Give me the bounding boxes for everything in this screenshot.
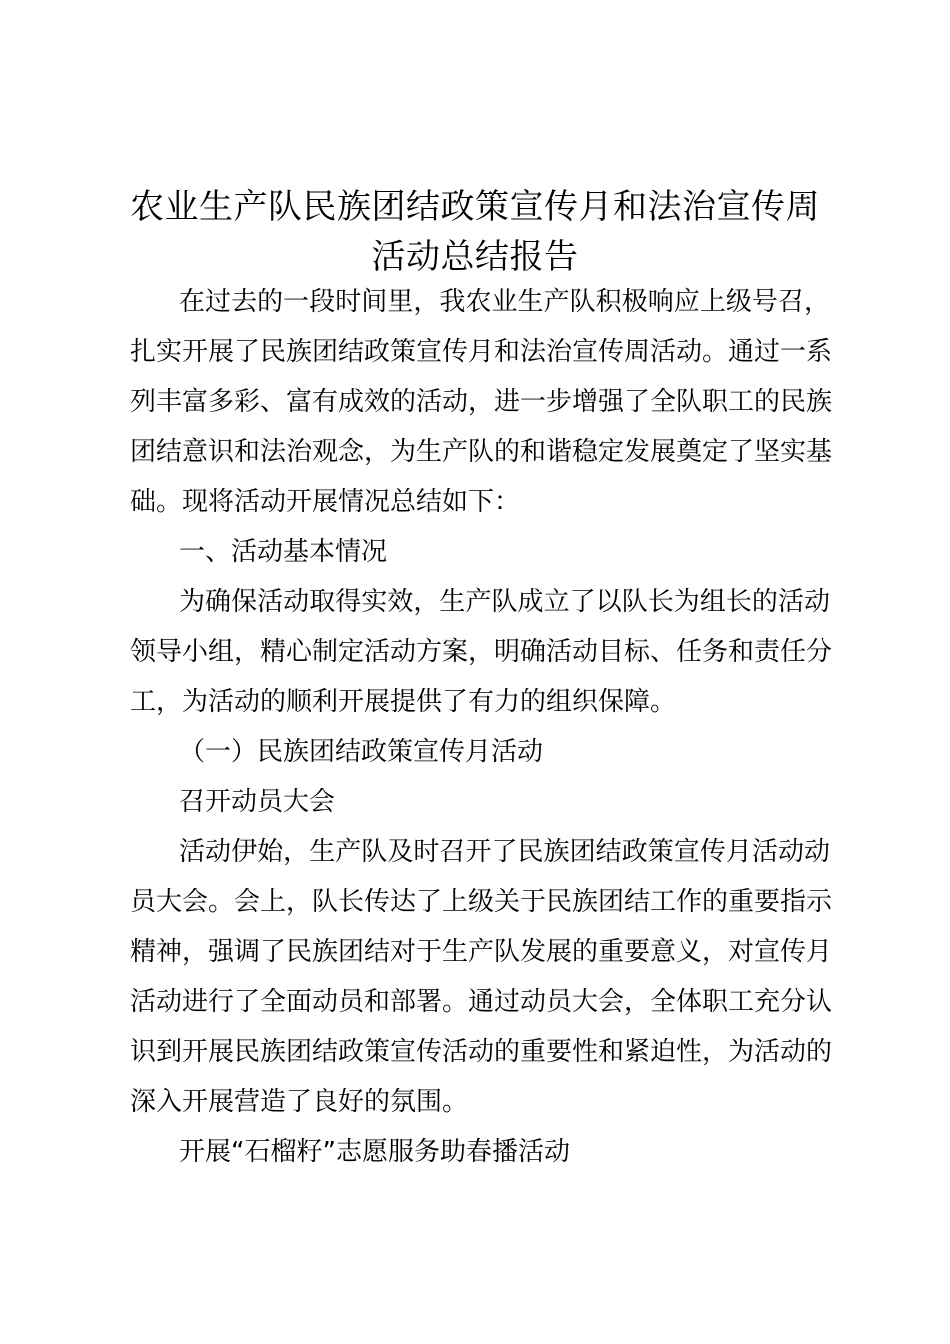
body-line: 在过去的一段时间里，我农业生产队积极响应上级号召， <box>179 287 830 317</box>
body-line: 识到开展民族团结政策宣传活动的重要性和紧迫性，为活动的 <box>130 1037 833 1067</box>
body-line: 员大会。会上，队长传达了上级关于民族团结工作的重要指示 <box>130 887 833 917</box>
body-line: 团结意识和法治观念，为生产队的和谐稳定发展奠定了坚实基 <box>130 437 833 467</box>
item-heading: 开展“石榴籽”志愿服务助春播活动 <box>179 1137 570 1167</box>
subsection-heading: （一）民族团结政策宣传月活动 <box>179 737 544 767</box>
body-line: 活动进行了全面动员和部署。通过动员大会，全体职工充分认 <box>130 987 833 1017</box>
body-line: 活动伊始，生产队及时召开了民族团结政策宣传月活动动 <box>179 837 830 867</box>
body-line: 领导小组，精心制定活动方案，明确活动目标、任务和责任分 <box>130 637 833 667</box>
body-line: 列丰富多彩、富有成效的活动，进一步增强了全队职工的民族 <box>130 387 833 417</box>
item-heading: 召开动员大会 <box>179 787 336 817</box>
body-line: 础。现将活动开展情况总结如下： <box>130 487 521 517</box>
section-heading: 一、活动基本情况 <box>179 537 388 567</box>
body-line: 扎实开展了民族团结政策宣传月和法治宣传周活动。通过一系 <box>130 337 833 367</box>
body-line: 精神，强调了民族团结对于生产队发展的重要意义，对宣传月 <box>130 937 833 967</box>
document-title-line-1: 农业生产队民族团结政策宣传月和法治宣传周 <box>130 187 820 227</box>
document-title-line-2: 活动总结报告 <box>371 237 579 277</box>
body-line: 为确保活动取得实效，生产队成立了以队长为组长的活动 <box>179 587 830 617</box>
body-line: 工，为活动的顺利开展提供了有力的组织保障。 <box>130 687 677 717</box>
body-line: 深入开展营造了良好的氛围。 <box>130 1087 469 1117</box>
